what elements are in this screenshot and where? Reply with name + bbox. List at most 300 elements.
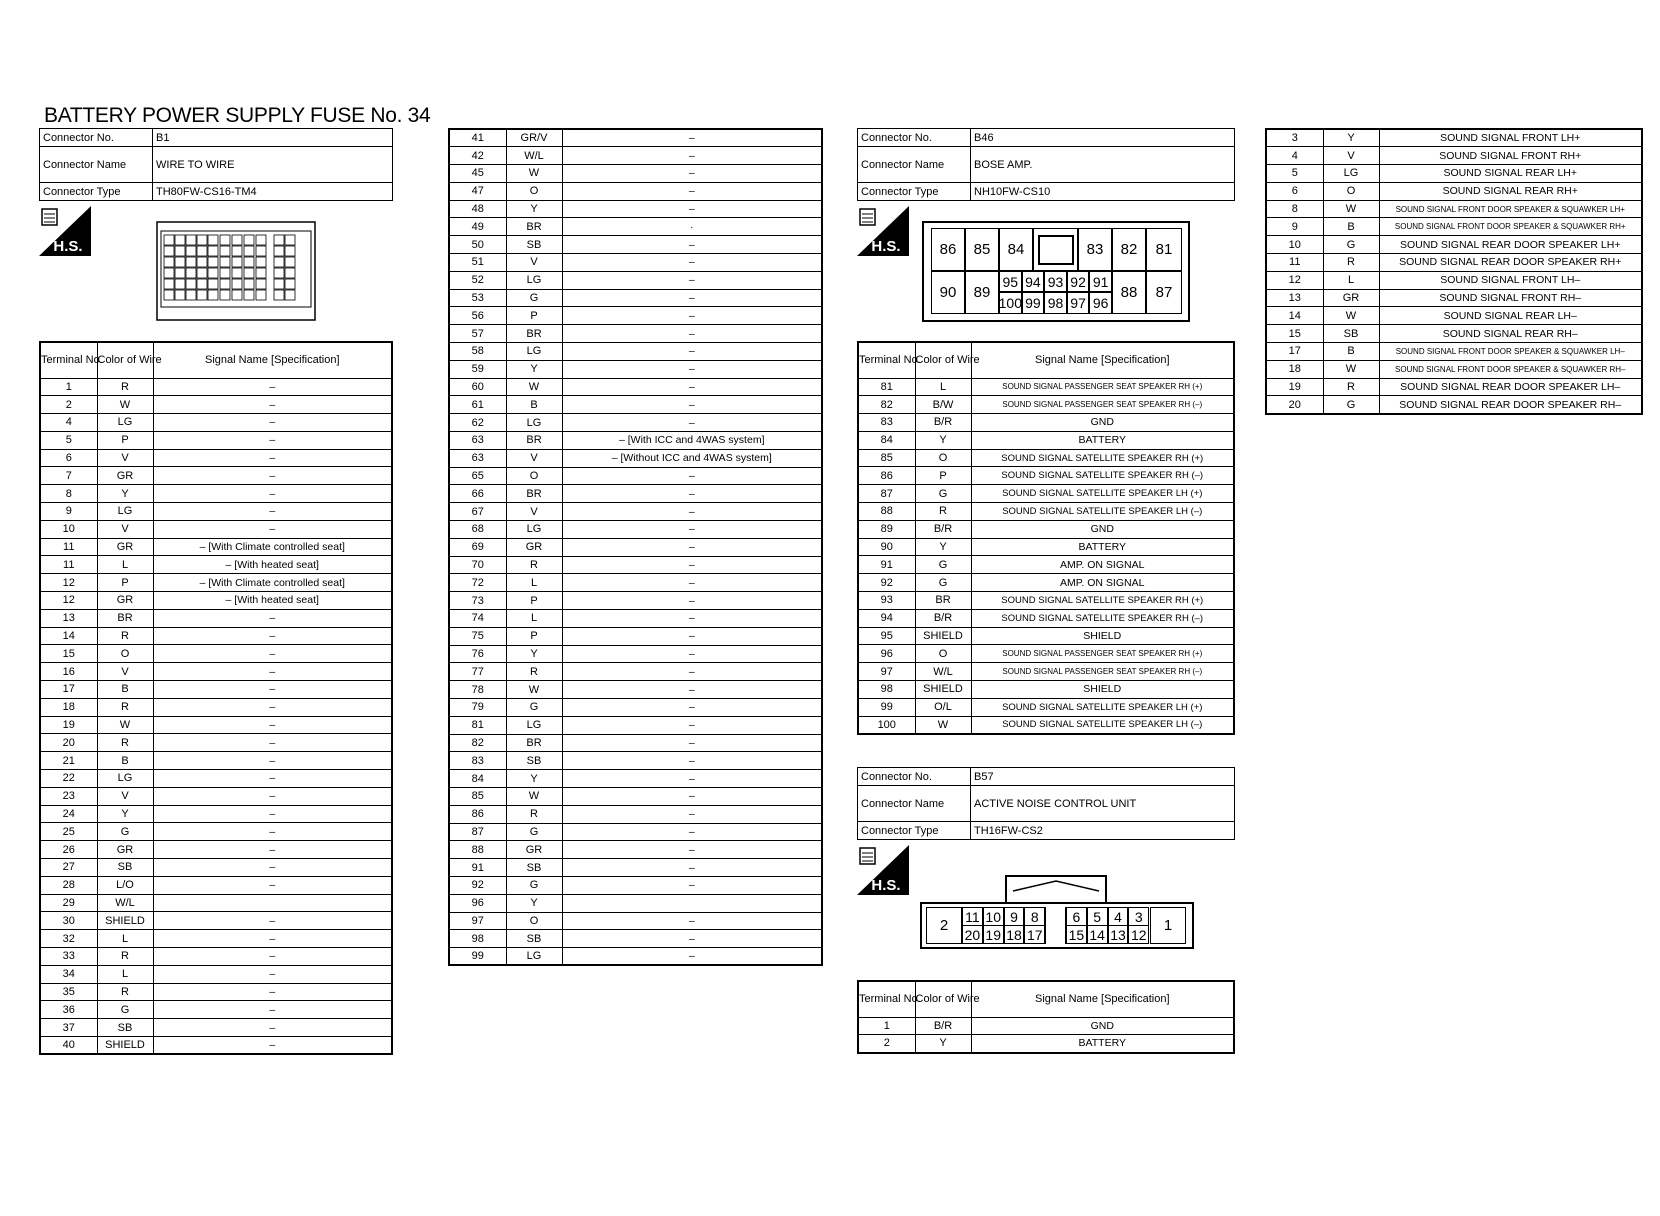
table-row xyxy=(1266,271,1642,289)
terminal-no-cell: 89 xyxy=(858,520,915,538)
b46-pin: 100 xyxy=(999,292,1022,314)
b1-pin-cell xyxy=(208,279,218,289)
signal-name-cell: – xyxy=(153,965,392,983)
header-signal-name: Signal Name [Specification] xyxy=(153,342,392,378)
hs-icon xyxy=(39,206,91,256)
terminal-no-cell: 19 xyxy=(1266,378,1323,396)
table-row xyxy=(40,770,392,788)
wire-color-cell: Y xyxy=(915,431,971,449)
table-row xyxy=(449,699,822,717)
terminal-no-cell: 87 xyxy=(858,485,915,503)
b57-pin: 19 xyxy=(983,925,1004,944)
wire-color-cell: V xyxy=(506,254,562,272)
wire-color-cell: G xyxy=(915,556,971,574)
wire-color-cell: Y xyxy=(506,360,562,378)
wire-color-cell: V xyxy=(1323,147,1379,165)
signal-name-cell: SOUND SIGNAL SATELLITE SPEAKER RH (–) xyxy=(971,609,1234,627)
b1-pin-cell xyxy=(164,235,174,245)
signal-name-cell: – xyxy=(562,876,822,894)
signal-name-cell: SOUND SIGNAL PASSENGER SEAT SPEAKER RH (–) xyxy=(971,663,1234,681)
wire-color-cell: SHIELD xyxy=(915,681,971,699)
terminal-no-cell: 72 xyxy=(449,574,506,592)
b1-pin-cell xyxy=(285,257,295,267)
wire-color-cell: B/R xyxy=(915,609,971,627)
table-row xyxy=(40,805,392,823)
wire-color-cell: GR xyxy=(97,467,153,485)
wire-color-cell: O xyxy=(97,645,153,663)
table-row xyxy=(449,449,822,467)
wire-color-cell: G xyxy=(915,485,971,503)
terminal-no-cell: 58 xyxy=(449,343,506,361)
b57-pin: 10 xyxy=(983,907,1004,926)
wire-color-cell: O xyxy=(506,467,562,485)
terminal-no-cell: 69 xyxy=(449,538,506,556)
wire-color-cell: R xyxy=(97,698,153,716)
table-row xyxy=(1266,182,1642,200)
b1-pin-cell xyxy=(175,235,185,245)
terminal-no-cell: 22 xyxy=(40,770,97,788)
signal-name-cell: – [With heated seat] xyxy=(153,556,392,574)
signal-name-cell xyxy=(153,894,392,912)
table-row xyxy=(40,645,392,663)
b46-pin: 91 xyxy=(1089,271,1112,292)
terminal-no-cell: 34 xyxy=(40,965,97,983)
b57-pin: 9 xyxy=(1004,907,1025,926)
b1-pin-cell xyxy=(256,246,266,256)
wire-color-cell: B xyxy=(1323,343,1379,361)
wire-color-cell: W/L xyxy=(506,147,562,165)
b1-pin-cell xyxy=(220,279,230,289)
b1-pin-cell xyxy=(256,279,266,289)
wire-color-cell: GR xyxy=(97,538,153,556)
table-row xyxy=(40,698,392,716)
terminal-no-cell: 4 xyxy=(40,414,97,432)
wire-color-cell: LG xyxy=(97,770,153,788)
signal-name-cell: – xyxy=(562,236,822,254)
terminal-no-cell: 15 xyxy=(40,645,97,663)
terminal-no-cell: 9 xyxy=(40,503,97,521)
terminal-no-cell: 84 xyxy=(449,770,506,788)
table-row xyxy=(449,129,822,147)
terminal-no-cell: 16 xyxy=(40,663,97,681)
wire-color-cell: GR/V xyxy=(506,129,562,147)
wire-color-cell: LG xyxy=(506,948,562,966)
signal-name-cell: SOUND SIGNAL PASSENGER SEAT SPEAKER RH (+) xyxy=(971,645,1234,663)
terminal-no-cell: 10 xyxy=(40,520,97,538)
b1-pin-cell xyxy=(274,235,284,245)
table-row xyxy=(449,254,822,272)
table-row xyxy=(858,1017,1234,1035)
wire-color-cell: L xyxy=(915,378,971,396)
table-row xyxy=(449,894,822,912)
b1-pin-cell xyxy=(244,235,254,245)
terminal-no-cell: 36 xyxy=(40,1001,97,1019)
signal-name-cell: SOUND SIGNAL PASSENGER SEAT SPEAKER RH (+) xyxy=(971,378,1234,396)
b1-pin-cell xyxy=(208,290,218,300)
b1-pin-cell xyxy=(175,268,185,278)
b57-connector-diagram xyxy=(920,902,1194,949)
terminal-no-cell: 48 xyxy=(449,200,506,218)
b1-pin-cell xyxy=(244,279,254,289)
b1-pin-cell xyxy=(175,279,185,289)
signal-name-cell: – xyxy=(153,485,392,503)
wire-color-cell: GR xyxy=(97,841,153,859)
b57-empty-pin xyxy=(1045,907,1066,926)
terminal-no-cell: 82 xyxy=(858,396,915,414)
b46-pin: 87 xyxy=(1146,271,1182,314)
terminal-no-cell: 98 xyxy=(858,681,915,699)
header-signal-name: Signal Name [Specification] xyxy=(971,981,1234,1017)
table-row xyxy=(40,787,392,805)
terminal-no-cell: 13 xyxy=(1266,289,1323,307)
wire-color-cell: O xyxy=(506,182,562,200)
terminal-no-cell: 26 xyxy=(40,841,97,859)
table-row xyxy=(40,556,392,574)
b57-connector-info xyxy=(857,767,1235,840)
table-row xyxy=(40,716,392,734)
b1-pin-cell xyxy=(197,257,207,267)
page-title: BATTERY POWER SUPPLY FUSE No. 34 xyxy=(44,104,431,127)
b1-pin-cell xyxy=(232,279,242,289)
signal-name-cell: – xyxy=(153,396,392,414)
terminal-no-cell: 37 xyxy=(40,1019,97,1037)
signal-name-cell: – xyxy=(153,449,392,467)
wire-color-cell: B/W xyxy=(915,396,971,414)
signal-name-cell: – xyxy=(153,859,392,877)
wire-color-cell: R xyxy=(97,948,153,966)
wire-color-cell: G xyxy=(506,823,562,841)
terminal-no-cell: 57 xyxy=(449,325,506,343)
signal-name-cell: – xyxy=(562,129,822,147)
signal-name-cell: SOUND SIGNAL SATELLITE SPEAKER LH (–) xyxy=(971,716,1234,734)
signal-name-cell: – xyxy=(562,645,822,663)
b1-pin-cell xyxy=(244,290,254,300)
table-row xyxy=(858,663,1234,681)
signal-name-cell: SHIELD xyxy=(971,627,1234,645)
wire-color-cell: LG xyxy=(506,414,562,432)
table-row xyxy=(40,485,392,503)
b1-pin-cell xyxy=(220,246,230,256)
signal-name-cell: – xyxy=(562,307,822,325)
table-row xyxy=(449,432,822,450)
signal-name-cell: – xyxy=(562,396,822,414)
terminal-no-cell: 7 xyxy=(40,467,97,485)
b57-terminal-table xyxy=(857,980,1235,1054)
wire-color-cell: SB xyxy=(97,859,153,877)
b1-pin-cell xyxy=(208,246,218,256)
terminal-no-cell: 4 xyxy=(1266,147,1323,165)
table-row xyxy=(858,592,1234,610)
b57-connector-no: B57 xyxy=(971,768,1235,786)
terminal-no-cell: 10 xyxy=(1266,236,1323,254)
signal-name-cell: – [With ICC and 4WAS system] xyxy=(562,432,822,450)
terminal-no-cell: 14 xyxy=(1266,307,1323,325)
terminal-no-cell: 6 xyxy=(40,449,97,467)
table-row xyxy=(449,325,822,343)
signal-name-cell: – [Without ICC and 4WAS system] xyxy=(562,449,822,467)
wire-color-cell: R xyxy=(97,983,153,1001)
wire-color-cell: Y xyxy=(506,200,562,218)
b46-connector-diagram xyxy=(922,221,1190,322)
b46-connector-type: NH10FW-CS10 xyxy=(971,183,1235,201)
wire-color-cell: Y xyxy=(1323,129,1379,147)
b1-pin-cell xyxy=(197,235,207,245)
signal-name-cell: SOUND SIGNAL SATELLITE SPEAKER LH (–) xyxy=(971,503,1234,521)
table-row xyxy=(40,752,392,770)
b1-pin-cell xyxy=(285,235,295,245)
terminal-no-cell: 56 xyxy=(449,307,506,325)
table-row xyxy=(40,859,392,877)
terminal-no-cell: 52 xyxy=(449,271,506,289)
wire-color-cell: V xyxy=(506,449,562,467)
table-row xyxy=(40,1001,392,1019)
wire-color-cell: GR xyxy=(1323,289,1379,307)
terminal-no-cell: 41 xyxy=(449,129,506,147)
wire-color-cell: R xyxy=(97,627,153,645)
wire-color-cell: LG xyxy=(506,271,562,289)
signal-name-cell: – xyxy=(153,663,392,681)
b57-pin: 8 xyxy=(1024,907,1045,926)
b57-connector-name: ACTIVE NOISE CONTROL UNIT xyxy=(971,786,1235,822)
signal-name-cell: SOUND SIGNAL SATELLITE SPEAKER RH (–) xyxy=(971,467,1234,485)
terminal-no-cell: 63 xyxy=(449,432,506,450)
wire-color-cell: W xyxy=(97,716,153,734)
table-row xyxy=(1266,200,1642,218)
table-row xyxy=(40,538,392,556)
terminal-no-cell: 19 xyxy=(40,716,97,734)
wire-color-cell: BR xyxy=(506,734,562,752)
table-row xyxy=(858,467,1234,485)
signal-name-cell: SOUND SIGNAL FRONT LH+ xyxy=(1379,129,1642,147)
wire-color-cell: R xyxy=(506,805,562,823)
table-row xyxy=(449,289,822,307)
wire-color-cell: W xyxy=(506,681,562,699)
terminal-no-cell: 95 xyxy=(858,627,915,645)
terminal-no-cell: 68 xyxy=(449,521,506,539)
terminal-no-cell: 20 xyxy=(40,734,97,752)
signal-name-cell: SOUND SIGNAL REAR DOOR SPEAKER RH+ xyxy=(1379,254,1642,272)
header-terminal-no: Terminal No. xyxy=(858,342,915,378)
wire-color-cell: BR xyxy=(506,485,562,503)
b46-pin: 82 xyxy=(1112,228,1146,271)
wire-color-cell: L xyxy=(97,930,153,948)
wire-color-cell: W xyxy=(506,378,562,396)
signal-name-cell: – xyxy=(562,805,822,823)
table-row xyxy=(858,485,1234,503)
b57-empty-pin xyxy=(1045,925,1066,944)
signal-name-cell: AMP. ON SIGNAL xyxy=(971,556,1234,574)
signal-name-cell: – xyxy=(562,699,822,717)
b57-pin: 15 xyxy=(1066,925,1087,944)
b1-pin-cell xyxy=(256,268,266,278)
signal-name-cell: BATTERY xyxy=(971,431,1234,449)
b1-pin-cell xyxy=(164,279,174,289)
wire-color-cell: R xyxy=(1323,378,1379,396)
wire-color-cell: SB xyxy=(506,236,562,254)
signal-name-cell: – xyxy=(153,503,392,521)
table-row xyxy=(858,520,1234,538)
signal-name-cell: – xyxy=(153,609,392,627)
wire-color-cell: Y xyxy=(506,894,562,912)
b1-pin-cell xyxy=(244,268,254,278)
terminal-no-cell: 11 xyxy=(40,538,97,556)
b1-pin-cell xyxy=(285,290,295,300)
table-row xyxy=(40,574,392,592)
label-connector-name: Connector Name xyxy=(858,786,971,822)
wire-color-cell: GR xyxy=(97,592,153,610)
wire-color-cell: W/L xyxy=(915,663,971,681)
signal-name-cell: GND xyxy=(971,520,1234,538)
signal-name-cell: – xyxy=(562,716,822,734)
table-row xyxy=(40,983,392,1001)
table-row xyxy=(449,912,822,930)
terminal-no-cell: 62 xyxy=(449,414,506,432)
signal-name-cell: – xyxy=(153,912,392,930)
terminal-no-cell: 82 xyxy=(449,734,506,752)
wire-color-cell: B/R xyxy=(915,520,971,538)
b1-pin-cell xyxy=(186,268,196,278)
b46-pin: 93 xyxy=(1044,271,1067,292)
b57-pin: 17 xyxy=(1024,925,1045,944)
b46-pin: 84 xyxy=(999,228,1033,271)
signal-name-cell: – xyxy=(562,538,822,556)
table-row xyxy=(858,396,1234,414)
signal-name-cell: SOUND SIGNAL FRONT DOOR SPEAKER & SQUAWKER LH+ xyxy=(1379,200,1642,218)
wire-color-cell: B xyxy=(97,752,153,770)
table-row xyxy=(449,574,822,592)
signal-name-cell: – xyxy=(153,698,392,716)
table-row xyxy=(449,467,822,485)
signal-name-cell: – xyxy=(562,360,822,378)
b46-connector-name: BOSE AMP. xyxy=(971,147,1235,183)
wire-color-cell: G xyxy=(915,574,971,592)
b46-pin: 96 xyxy=(1089,292,1112,314)
b1-pin-cell xyxy=(285,268,295,278)
signal-name-cell: SOUND SIGNAL FRONT DOOR SPEAKER & SQUAWKER RH+ xyxy=(1379,218,1642,236)
terminal-no-cell: 28 xyxy=(40,876,97,894)
terminal-no-cell: 93 xyxy=(858,592,915,610)
wire-color-cell: V xyxy=(97,787,153,805)
wire-color-cell: BR xyxy=(506,218,562,236)
table-row xyxy=(858,414,1234,432)
wire-color-cell: P xyxy=(97,431,153,449)
terminal-no-cell: 86 xyxy=(858,467,915,485)
signal-name-cell: BATTERY xyxy=(971,538,1234,556)
table-row xyxy=(1266,396,1642,414)
signal-name-cell: – xyxy=(153,752,392,770)
wire-color-cell: Y xyxy=(97,485,153,503)
wire-color-cell: V xyxy=(97,663,153,681)
table-row xyxy=(449,805,822,823)
signal-name-cell: – xyxy=(562,503,822,521)
table-row xyxy=(40,1019,392,1037)
label-connector-no: Connector No. xyxy=(40,129,153,147)
b1-pin-cell xyxy=(175,257,185,267)
b1-connector-diagram xyxy=(156,221,316,321)
signal-name-cell: – xyxy=(562,271,822,289)
table-row xyxy=(40,894,392,912)
b46-pin: 99 xyxy=(1022,292,1045,314)
label-connector-name: Connector Name xyxy=(858,147,971,183)
b1-pin-cell xyxy=(220,268,230,278)
terminal-no-cell: 1 xyxy=(858,1017,915,1035)
signal-name-cell: SOUND SIGNAL SATELLITE SPEAKER LH (+) xyxy=(971,698,1234,716)
table-row xyxy=(449,556,822,574)
label-connector-type: Connector Type xyxy=(858,183,971,201)
table-row xyxy=(449,485,822,503)
terminal-no-cell: 53 xyxy=(449,289,506,307)
b1-pin-cell xyxy=(186,246,196,256)
wire-color-cell: LG xyxy=(506,716,562,734)
b46-pin: 95 xyxy=(999,271,1022,292)
signal-name-cell: – xyxy=(153,1019,392,1037)
table-row xyxy=(449,538,822,556)
terminal-no-cell: 27 xyxy=(40,859,97,877)
terminal-no-cell: 86 xyxy=(449,805,506,823)
wire-color-cell: GR xyxy=(506,841,562,859)
table-row xyxy=(40,663,392,681)
b1-pin-cell xyxy=(232,235,242,245)
signal-name-cell: – xyxy=(562,200,822,218)
signal-name-cell: – xyxy=(153,520,392,538)
terminal-no-cell: 61 xyxy=(449,396,506,414)
wire-color-cell: O xyxy=(1323,182,1379,200)
wire-color-cell: W xyxy=(97,396,153,414)
wire-color-cell: G xyxy=(506,289,562,307)
label-connector-name: Connector Name xyxy=(40,147,153,183)
terminal-no-cell: 51 xyxy=(449,254,506,272)
terminal-no-cell: 47 xyxy=(449,182,506,200)
terminal-no-cell: 8 xyxy=(40,485,97,503)
table-row xyxy=(449,734,822,752)
terminal-no-cell: 78 xyxy=(449,681,506,699)
table-row xyxy=(40,467,392,485)
wire-color-cell: LG xyxy=(506,521,562,539)
terminal-no-cell: 45 xyxy=(449,165,506,183)
table-row xyxy=(40,503,392,521)
signal-name-cell: – xyxy=(153,734,392,752)
b1-connector-info xyxy=(39,128,393,201)
signal-name-cell: – xyxy=(562,289,822,307)
wire-color-cell: P xyxy=(506,627,562,645)
wire-color-cell: SB xyxy=(1323,325,1379,343)
b46-mid-block xyxy=(999,271,1112,314)
wire-color-cell: R xyxy=(506,556,562,574)
terminal-no-cell: 2 xyxy=(858,1035,915,1053)
b57-pin: 20 xyxy=(962,925,983,944)
wire-color-cell: O xyxy=(915,645,971,663)
signal-name-cell: – xyxy=(562,485,822,503)
b46-terminal-table xyxy=(857,341,1235,735)
table-row xyxy=(40,912,392,930)
table-row xyxy=(449,182,822,200)
b1-pin-cell xyxy=(232,246,242,256)
signal-name-cell: – xyxy=(153,930,392,948)
wire-color-cell: LG xyxy=(97,414,153,432)
b46-pin: 90 xyxy=(931,271,965,314)
terminal-no-cell: 21 xyxy=(40,752,97,770)
signal-name-cell: SOUND SIGNAL REAR LH– xyxy=(1379,307,1642,325)
table-row xyxy=(1266,360,1642,378)
b57-pin: 2 xyxy=(926,907,962,944)
signal-name-cell: – xyxy=(562,627,822,645)
terminal-no-cell: 100 xyxy=(858,716,915,734)
terminal-no-cell: 97 xyxy=(449,912,506,930)
wire-color-cell: LG xyxy=(97,503,153,521)
terminal-no-cell: 33 xyxy=(40,948,97,966)
signal-name-cell: – xyxy=(153,770,392,788)
table-row xyxy=(858,556,1234,574)
